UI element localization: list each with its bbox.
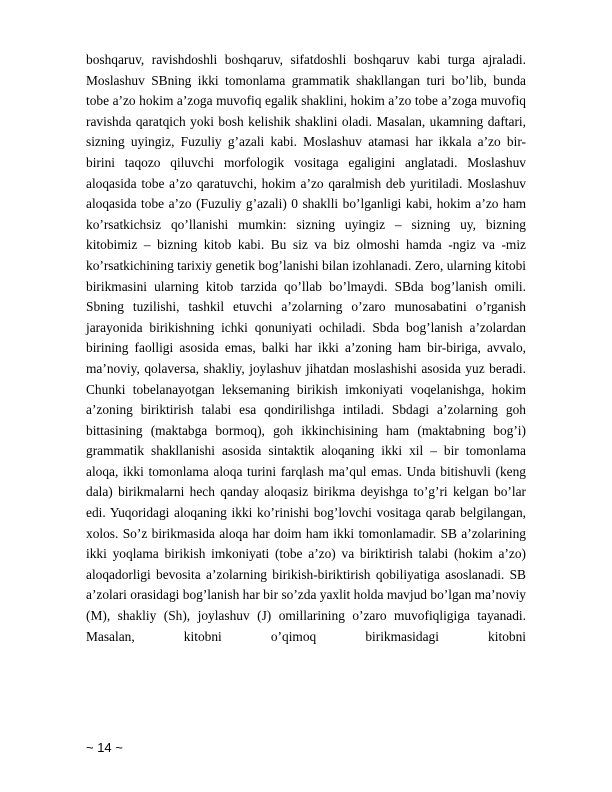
body-paragraph: boshqaruv, ravishdoshli boshqaruv, sifatdoshli boshqaruv kabi turga ajraladi. Moslashuv SBning ikki tomonlama grammatik shakllangan turi bo’lib, bunda tobe a’zo hokim a’zoga muvofiq egalik shaklini, hokim a’zo tobe a’zoga muvofiq ravishda qaratqich yoki bosh kelishik shaklini oladi. Masalan, ukamning daftari, sizning uyingiz, Fuzuliy g’azali kabi. Moslashuv atamasi har ikkala a’zo bir-birini taqozo qiluvchi morfologik vositaga egaligini anglatadi. Moslashuv aloqasida tobe a’zo qaratuvchi, hokim a’zo qaralmish deb yuritiladi. Moslashuv aloqasida tobe a’zo (Fuzuliy g’azali) 0 shaklli bo’lganligi kabi, hokim a’zo ham ko’rsatkichsiz qo’llanishi mumkin: sizning uyingiz – sizning uy, bizning kitobimiz – bizning kitob kabi. Bu siz va biz olmoshi hamda -ngiz va -miz ko’rsatkichining tarixiy genetik bog’lanishi bilan izohlanadi. Zero, ularning kitobi birikmasini ularning kitob tarzida qo’llab bo’lmaydi. SBda bog’lanish omili. Sbning tuzilishi, tashkil etuvchi a’zolarning o’zaro munosabatini o’rganish jarayonida birikishning ichki qonuniyati ochiladi. Sbda bog’lanish a’zolardan birining faolligi asosida emas, balki har ikki a’zoning ham bir-biriga, avvalo, ma’noviy, qolaversa, shakliy, joylashuv jihatdan moslashishi asosida yuz beradi. Chunki tobelanayotgan leksemaning birikish imkoniyati voqelanishga, hokim a’zoning biriktirish talabi esa qondirilishga intiladi. Sbdagi a’zolarning goh bittasining (maktabga bormoq), goh ikkinchisining ham (maktabning bog’i) grammatik shakllanishi asosida sintaktik aloqaning ikki xil – bir tomonlama aloqa, ikki tomonlama aloqa turini farqlash ma’qul emas. Unda bitishuvli (keng dala) birikmalarni hech qanday aloqasiz birikma deyishga to’g’ri kelgan bo’lar edi. Yuqoridagi aloqaning ikki ko’rinishi bog’lovchi vositaga qarab belgilangan, xolos. So’z birikmasida aloqa har doim ham ikki tomonlamadir. SB a’zolarining ikki yoqlama birikish imkoniyati (tobe a’zo) va biriktirish talabi (hokim a’zo) aloqadorligi bevosita a’zolarning birikish-biriktirish qobiliyatiga asoslanadi. SB a’zolari orasidagi bog’lanish har bir so’zda yaxlit holda mavjud bo’lgan ma’noviy (M), shakliy (Sh), joylashuv (J) omillarining o’zaro muvofiqligiga tayanadi. Masalan, kitobni o’qimoq birikmasidagi kitobni xyxy=(86,52,526,644)
page-number: ~ 14 ~ xyxy=(86,740,123,755)
